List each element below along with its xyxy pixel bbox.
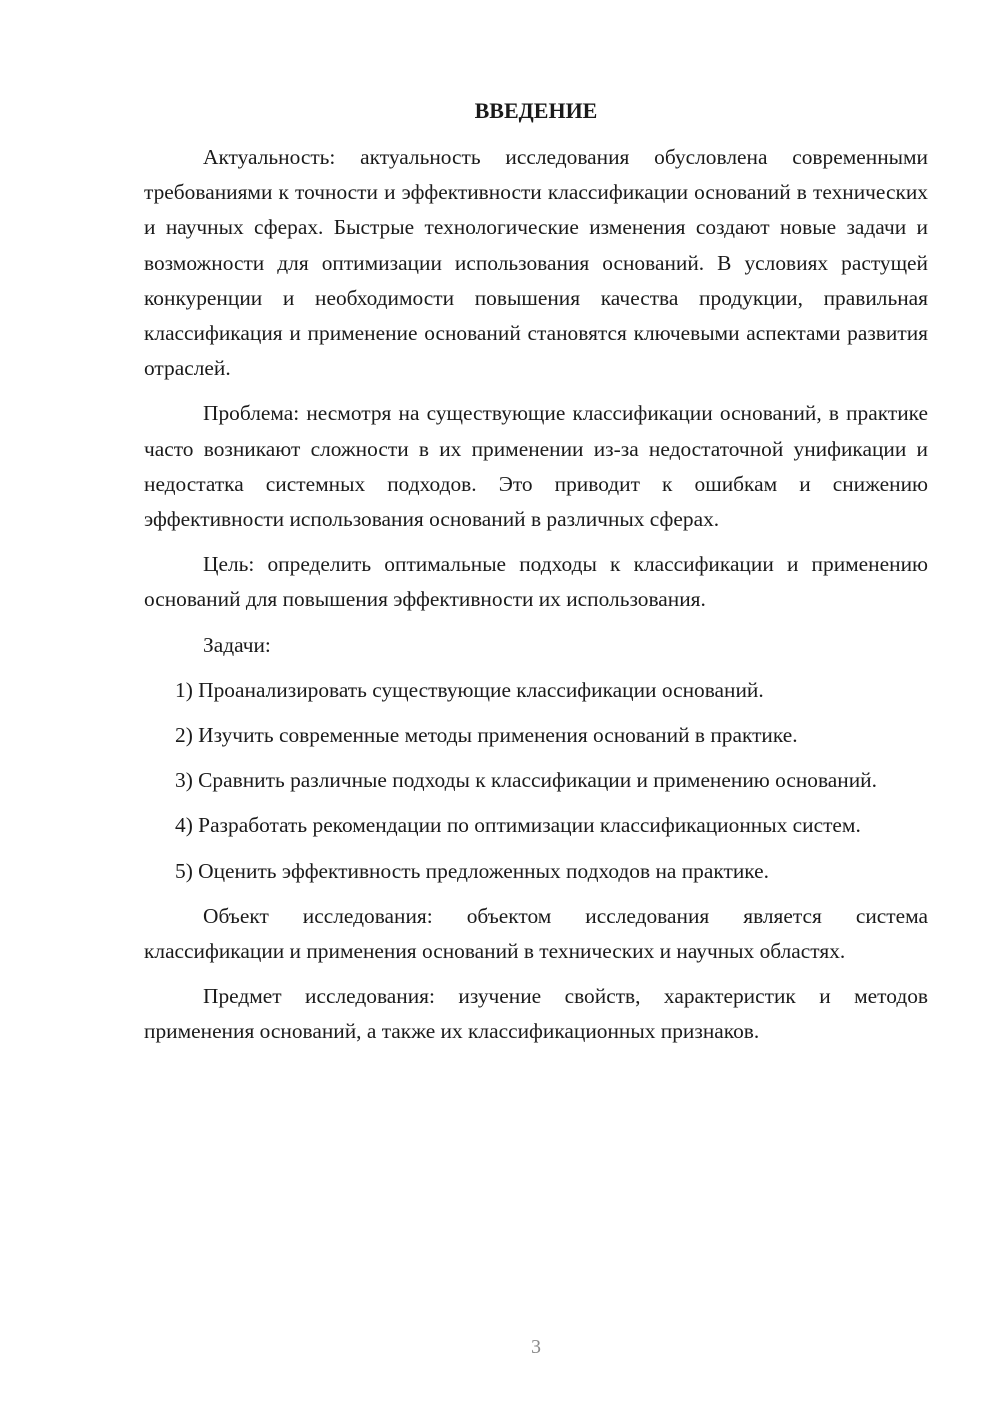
task-item: 1) Проанализировать существующие классификации оснований.	[175, 677, 764, 702]
paragraph-subject: Предмет исследования: изучение свойств, характеристик и методов применения оснований, а также их классификационных признаков.	[144, 984, 928, 1044]
paragraph-goal: Цель: определить оптимальные подходы к классификации и применению оснований для повышения эффективности их использования.	[144, 552, 928, 612]
paragraph-tasks-heading: Задачи:	[203, 632, 271, 657]
page-content	[144, 96, 928, 1060]
task-item: 3) Сравнить различные подходы к классификации и применению оснований.	[175, 768, 877, 793]
task-item: 4) Разработать рекомендации по оптимизации классификационных систем.	[175, 813, 861, 838]
paragraph-relevance: Актуальность: актуальность исследования обусловлена современными требованиями к точности и эффективности классификации оснований в технических и научных сферах. Быстрые технологические изменения создают новые задачи и возможности для оптимизации использования оснований. В условиях растущей конкуренции и необходимости повышения качества продукции, правильная классификация и применение оснований становятся ключевыми аспектами развития отраслей.	[144, 145, 928, 381]
page-number: 3	[531, 1336, 541, 1358]
task-item: 5) Оценить эффективность предложенных подходов на практике.	[175, 858, 769, 883]
paragraph-problem: Проблема: несмотря на существующие классификации оснований, в практике часто возникают сложности в их применении из-за недостаточной унификации и недостатка системных подходов. Это приводит к ошибкам и снижению эффективности использования оснований в различных сферах.	[144, 401, 928, 532]
paragraph-object: Объект исследования: объектом исследования является система классификации и применения оснований в технических и научных областях.	[144, 903, 928, 964]
page-title: ВВЕДЕНИЕ	[474, 98, 598, 123]
task-item: 2) Изучить современные методы применения оснований в практике.	[175, 723, 798, 748]
